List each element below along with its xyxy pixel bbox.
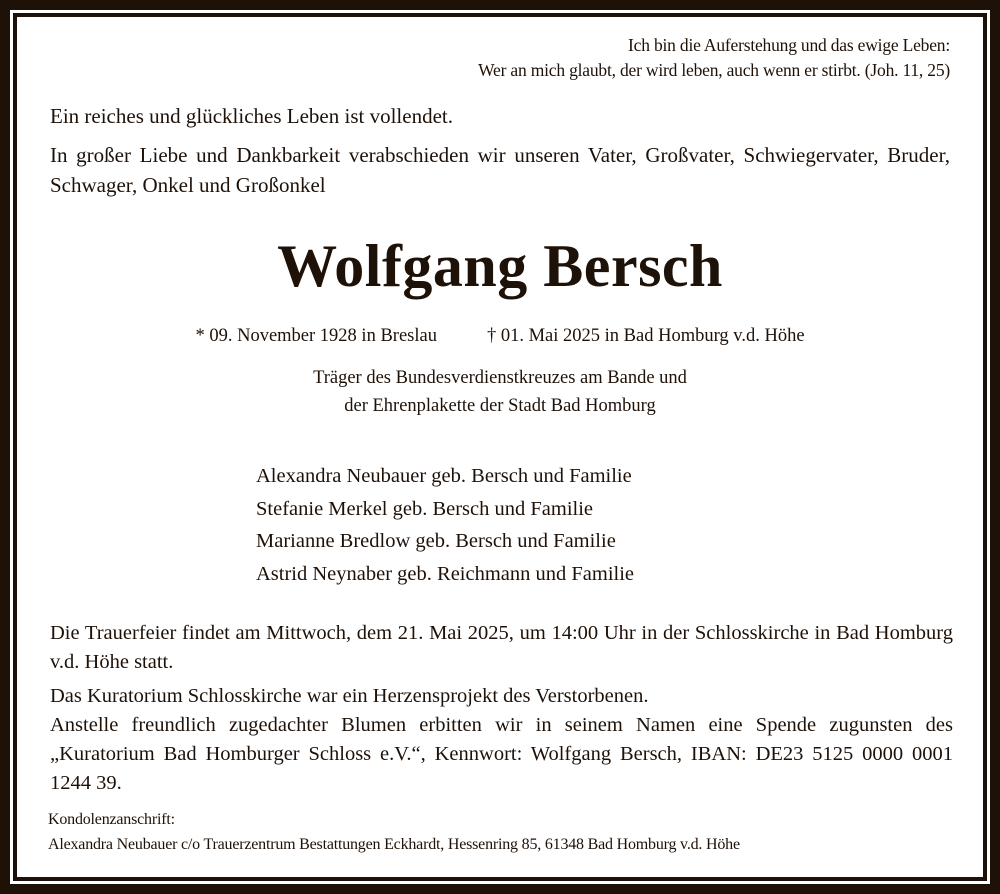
mourner-item: Astrid Neynaber geb. Reichmann und Familie (256, 562, 635, 585)
mourner-item: Alexandra Neubauer geb. Bersch und Familie (256, 465, 632, 487)
honors-line-1: Träger des Bundesverdienstkreuzes am Bande und (313, 368, 687, 388)
honors (0, 364, 1000, 420)
bible-quote-line-1: Ich bin die Auferstehung und das ewige Leben: (628, 35, 950, 55)
condolence-address-line: Alexandra Neubauer c/o Trauerzentrum Bestattungen Eckhardt, Hessenring 85, 61348 Bad Homburg v.d. Höhe (48, 836, 740, 853)
condolence-address (48, 807, 740, 857)
bible-quote-line-2: Wer an mich glaubt, der wird leben, auch wenn er stirbt. (Joh. 11, 25) (478, 60, 950, 80)
death-date: † 01. Mai 2025 in Bad Homburg v.d. Höhe (486, 326, 805, 346)
condolence-label: Kondolenzanschrift: (48, 811, 175, 828)
donation-request: Anstelle freundlich zugedachter Blumen erbitten wir in seinem Namen eine Spende zugunsten des „Kuratorium Bad Homburger Schloss e.V.“, Kennwort: Wolfgang Bersch, IBAN: DE23 5125 0000 0001 1244 39. (50, 714, 953, 794)
honors-line-2: der Ehrenplakette der Stadt Bad Homburg (344, 396, 656, 416)
birth-date: * 09. November 1928 in Breslau (195, 326, 437, 346)
mourner-item: Marianne Bredlow geb. Bersch und Familie (256, 530, 616, 552)
project-note: Das Kuratorium Schlosskirche war ein Herzensprojekt des Verstorbenen. (50, 685, 649, 707)
mourner-item: Stefanie Merkel geb. Bersch und Familie (256, 497, 594, 520)
life-dates (0, 322, 1000, 350)
deceased-name: Wolfgang Bersch (277, 233, 723, 299)
funeral-details: Die Trauerfeier findet am Mittwoch, dem 21. Mai 2025, um 14:00 Uhr in der Schlosskirche in Bad Homburg v.d. Höhe statt. (50, 622, 953, 673)
intro-farewell: In großer Liebe und Dankbarkeit verabschieden wir unseren Vater, Großvater, Schwiegervater, Bruder, Schwager, Onkel und Großonkel (50, 143, 950, 197)
bible-quote (478, 33, 950, 83)
intro-line: Ein reiches und glückliches Leben ist vollendet. (50, 104, 453, 128)
mourners-list (256, 460, 634, 590)
service-info (50, 619, 953, 798)
